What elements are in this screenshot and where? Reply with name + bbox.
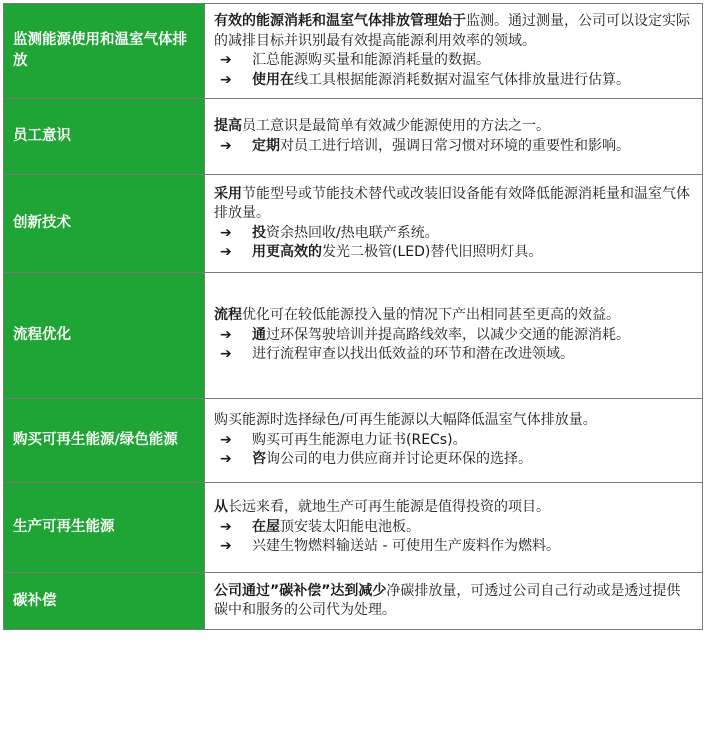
row-content [205,399,703,483]
bullet-body: 过环保驾驶培训并提高路线效率，以减少交通的能源消耗。 [266,326,630,343]
bullet-body: 询公司的电力供应商并讨论更环保的选择。 [266,451,532,468]
description-text: 节能型号或节能技术替代或改装旧设备能有效降低能源消耗量和温室气体排放量。 [214,185,690,221]
arrow-right-icon: ➔ [220,244,232,260]
bullet-body: 资余热回收/热电联产系统。 [266,224,439,241]
row-content [205,273,703,399]
description-text: 优化可在较低能源投入量的情况下产出相同甚至更高的效益。 [242,307,620,324]
table-row [4,483,703,573]
description-emphasis: 从 [214,499,228,516]
row-description [214,582,690,621]
bullet-text [252,243,690,263]
bullet-body: 发光二极管(LED)替代旧照明灯具。 [322,244,543,260]
measures-table [3,3,703,630]
arrow-right-icon: ➔ [220,538,232,555]
description-text: 监测。通过测量，公司可以设定实际的减排目标并识别最有效提高能源利用效率的领域。 [214,13,690,49]
bullet-body: 顶安装太阳能电池板。 [280,518,420,535]
row-description [214,12,690,51]
bullet-item [214,137,690,157]
bullet-body: 对员工进行培训，强调日常习惯对环境的重要性和影响。 [280,137,630,154]
bullet-text [252,137,690,157]
description-text: 购买能源时选择绿色/可再生能源以大幅降低温室气体排放量。 [214,412,597,429]
arrow-right-icon: ➔ [220,346,232,363]
bullet-text [252,518,690,538]
bullet-item [214,431,690,451]
bullet-emphasis: 投 [252,224,266,241]
description-emphasis: 有效的能源消耗和温室气体排放管理始于 [214,13,466,29]
arrow-right-icon: ➔ [220,431,232,448]
arrow-right-icon: ➔ [220,224,232,241]
description-text: 净碳排放量，可透过公司自己行动或是透过提供碳中和服务的公司代为处理。 [214,582,681,618]
description-emphasis: 公司通过”碳补偿”达到减少 [214,582,387,599]
bullet-body: 进行流程审查以找出低效益的环节和潜在改进领域。 [252,346,574,363]
bullet-body: 购买可再生能源电力证书(RECs)。 [252,431,467,448]
row-description [214,498,690,518]
bullet-text [252,51,690,71]
bullet-body: 兴建生物燃料输送站 - 可使用生产废料作为燃料。 [252,538,560,555]
row-label: 流程优化 [4,273,205,399]
bullet-emphasis: 通 [252,326,266,343]
row-label: 生产可再生能源 [4,483,205,573]
bullet-item [214,71,690,91]
arrow-right-icon: ➔ [220,518,232,535]
bullet-item [214,345,690,365]
description-emphasis: 提高 [214,118,242,134]
description-text: 员工意识是最简单有效减少能源使用的方法之一。 [242,118,550,134]
row-label: 创新技术 [4,175,205,273]
bullet-text [252,326,690,346]
row-content [205,573,703,630]
row-description [214,185,690,224]
bullet-item [214,51,690,71]
table-row [4,4,703,99]
row-content [205,99,703,175]
row-description [214,411,690,431]
arrow-right-icon: ➔ [220,71,232,88]
bullet-body: 线工具根据能源消耗数据对温室气体排放量进行估算。 [294,71,630,88]
bullet-item [214,224,690,244]
arrow-right-icon: ➔ [220,451,232,468]
bullet-text [252,537,690,557]
row-label: 员工意识 [4,99,205,175]
row-description [214,117,690,137]
bullet-text [252,71,690,91]
bullet-item [214,450,690,470]
row-label: 碳补偿 [4,573,205,630]
bullet-item [214,537,690,557]
bullet-item [214,243,690,263]
bullet-emphasis: 咨 [252,451,266,468]
table-row [4,273,703,399]
description-emphasis: 流程 [214,307,242,324]
row-label: 监测能源使用和温室气体排放 [4,4,205,99]
row-label: 购买可再生能源/绿色能源 [4,399,205,483]
row-content [205,483,703,573]
arrow-right-icon: ➔ [220,137,232,154]
bullet-text [252,431,690,451]
arrow-right-icon: ➔ [220,326,232,343]
bullet-item [214,326,690,346]
bullet-emphasis: 在屋 [252,518,280,535]
table-row [4,175,703,273]
row-description [214,306,690,326]
bullet-emphasis: 用更高效的 [252,244,322,260]
bullet-body: 汇总能源购买量和能源消耗量的数据。 [252,52,490,68]
bullet-text [252,224,690,244]
description-emphasis: 采用 [214,185,242,202]
row-content [205,175,703,273]
table-row [4,573,703,630]
bullet-text [252,450,690,470]
table-row [4,399,703,483]
bullet-text [252,345,690,365]
bullet-emphasis: 使用在 [252,71,294,88]
bullet-emphasis: 定期 [252,137,280,154]
measures-table-body [4,4,703,630]
arrow-right-icon: ➔ [220,52,232,68]
row-content [205,4,703,99]
description-text: 长远来看，就地生产可再生能源是值得投资的项目。 [228,499,550,516]
bullet-item [214,518,690,538]
table-row [4,99,703,175]
